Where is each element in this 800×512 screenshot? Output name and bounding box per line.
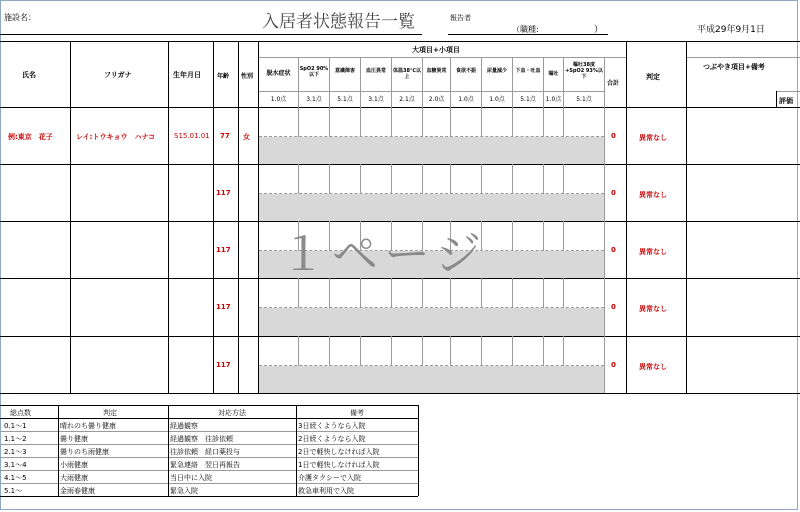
- legend-score: 4.1～5: [4, 474, 27, 482]
- resident-age: 117: [216, 246, 231, 254]
- col-line: [626, 41, 627, 393]
- legend-judgement: 曇り健康: [60, 435, 88, 443]
- legend-header: 対応方法: [218, 409, 246, 417]
- row-dash: [259, 136, 604, 137]
- item-points: 5.1点: [576, 96, 592, 103]
- legend-judgement: 大雨健康: [60, 474, 88, 482]
- col-header-eval: 評価: [779, 97, 793, 105]
- legend-col: [418, 405, 419, 496]
- resident-age: 77: [220, 132, 230, 140]
- legend-line: [0, 483, 418, 484]
- item-label: 血糖異常: [426, 68, 447, 74]
- legend-action: 経過観察 往診依頼: [170, 435, 233, 443]
- legend-judgement: 晴れのち曇り健康: [60, 422, 116, 430]
- resident-age: 117: [216, 303, 231, 311]
- legend-header: 総点数: [10, 409, 31, 417]
- legend-note: 1日で軽快しなければ入院: [298, 461, 380, 469]
- legend-action: 当日中に入院: [170, 474, 212, 482]
- position-close: ）: [594, 25, 604, 35]
- resident-age: 117: [216, 361, 231, 369]
- item-label: 食欲不振: [455, 68, 476, 74]
- item-label: 嘔吐38度+SpO2 93%以下: [565, 62, 603, 80]
- legend-judgement: 曇りのち雨健康: [60, 448, 109, 456]
- item-points: 2.0点: [428, 96, 445, 103]
- col-header-age: 年齢: [217, 73, 230, 80]
- item-label: SpO2 90%以下: [299, 66, 329, 78]
- col-header-sex: 性別: [241, 73, 254, 80]
- row-judgement: 異常なし: [639, 363, 667, 371]
- legend-note: 介護タクシーで入院: [298, 474, 361, 482]
- item-label: 下血・吐血: [515, 68, 541, 74]
- legend-note: 救急車利用で入院: [298, 487, 354, 495]
- item-label: 嘔吐: [548, 71, 559, 77]
- row-fill: [259, 366, 604, 393]
- points-divider: [258, 91, 604, 92]
- row-fill: [259, 137, 604, 164]
- col-line: [213, 41, 214, 393]
- table-top-border: [0, 41, 800, 42]
- table-bottom-border: [0, 393, 800, 394]
- resident-sex[interactable]: 女: [243, 133, 250, 141]
- legend-line: [0, 496, 418, 497]
- col-line: [70, 41, 71, 393]
- facility-label: 施設名：: [4, 13, 36, 22]
- page-watermark: １ページ: [280, 227, 488, 281]
- reporter-underline: [448, 34, 608, 35]
- col-header-total: 合計: [607, 80, 620, 87]
- position-label: （職種:: [512, 25, 539, 34]
- item-col-line: [563, 57, 564, 393]
- category-divider: [258, 57, 626, 58]
- legend-judgement: 小雨健康: [60, 461, 88, 469]
- row-judgement: 異常なし: [639, 248, 667, 256]
- item-points: 3.1点: [368, 96, 384, 103]
- legend-line: [0, 457, 418, 458]
- legend-action: 往診依頼 経口薬投与: [170, 448, 240, 456]
- legend-score: 2.1～3: [4, 448, 27, 456]
- row-total: 0: [611, 246, 616, 254]
- resident-name[interactable]: 例:東京 花子: [8, 133, 53, 141]
- legend-action: 経過観察: [170, 422, 198, 430]
- col-line: [686, 41, 687, 393]
- tweet-divider: [686, 57, 800, 58]
- reporter-label: 報告者: [450, 14, 471, 22]
- report-date: 平成29年9月1日: [697, 25, 765, 35]
- resident-birthdate[interactable]: S15.01.01: [174, 132, 210, 140]
- row-total: 0: [611, 361, 616, 369]
- col-header-birthdate: 生年月日: [173, 71, 201, 79]
- row-judgement: 異常なし: [639, 305, 667, 313]
- row-dash: [259, 193, 604, 194]
- page-title: 入居者状態報告一覧: [262, 12, 415, 32]
- legend-col: [168, 405, 169, 496]
- col-line: [168, 41, 169, 393]
- resident-furigana[interactable]: レイ:トウキョウ ハナコ: [76, 133, 156, 141]
- row-border-1: [0, 164, 800, 165]
- legend-note: 2日続くようなら入院: [298, 435, 366, 443]
- item-points: 5.1点: [337, 96, 353, 103]
- legend-note: 3日続くようなら入院: [298, 422, 366, 430]
- item-col-line: [512, 57, 513, 393]
- item-points: 1.0点: [545, 96, 562, 103]
- item-label: 体温38℃以上: [392, 68, 421, 80]
- legend-score: 0.1～1: [4, 422, 27, 430]
- legend-col: [296, 405, 297, 496]
- row-judgement: 異常なし: [639, 134, 667, 142]
- row-judgement: 異常なし: [639, 191, 667, 199]
- item-label: 脱水症状: [266, 70, 291, 77]
- legend-line: [0, 418, 418, 419]
- col-header-name: 氏名: [22, 71, 36, 79]
- row-fill: [259, 194, 604, 221]
- legend-line: [0, 431, 418, 432]
- item-points: 1.0点: [458, 96, 474, 103]
- item-points: 2.1点: [399, 96, 415, 103]
- legend-score: 5.1～: [4, 487, 23, 495]
- col-header-judgement: 判定: [646, 73, 660, 81]
- col-header-tweet: つぶやき項目+備考: [703, 63, 765, 71]
- item-points: 3.1点: [306, 96, 322, 103]
- legend-note: 2日で軽快しなければ入院: [298, 448, 380, 456]
- legend-action: 緊急連絡 翌日再報告: [170, 461, 240, 469]
- item-col-line: [543, 57, 544, 393]
- item-points: 1.0点: [270, 96, 287, 103]
- item-points: 1.0点: [489, 96, 505, 103]
- legend-score: 3.1～4: [4, 461, 27, 469]
- row-dash: [259, 307, 604, 308]
- legend-line: [0, 470, 418, 471]
- item-label: 意識障害: [334, 68, 355, 74]
- row-total: 0: [611, 132, 616, 140]
- col-header-furigana: フリガナ: [104, 71, 132, 79]
- header-bottom-border: [0, 107, 800, 108]
- row-total: 0: [611, 189, 616, 197]
- item-points: 5.1点: [520, 96, 536, 103]
- row-border-4: [0, 336, 800, 337]
- row-total: 0: [611, 303, 616, 311]
- legend-header: 判定: [103, 409, 117, 417]
- resident-age: 117: [216, 189, 231, 197]
- row-dash: [259, 365, 604, 366]
- item-label: 血圧異常: [365, 68, 386, 74]
- legend-header: 備考: [350, 409, 364, 417]
- legend-action: 緊急入院: [170, 487, 198, 495]
- item-col-line: [604, 57, 605, 393]
- legend-judgement: 金雨春健康: [60, 487, 95, 495]
- eval-divider: [776, 91, 800, 92]
- col-header-category: 大項目+小項目: [412, 46, 460, 54]
- title-underline: [0, 34, 422, 35]
- legend-col: [58, 405, 59, 496]
- legend-line: [0, 405, 418, 406]
- col-line: [776, 91, 777, 108]
- item-label: 尿量減少: [486, 68, 507, 74]
- legend-line: [0, 444, 418, 445]
- row-fill: [259, 308, 604, 336]
- legend-score: 1.1～2: [4, 435, 27, 443]
- col-line: [238, 41, 239, 393]
